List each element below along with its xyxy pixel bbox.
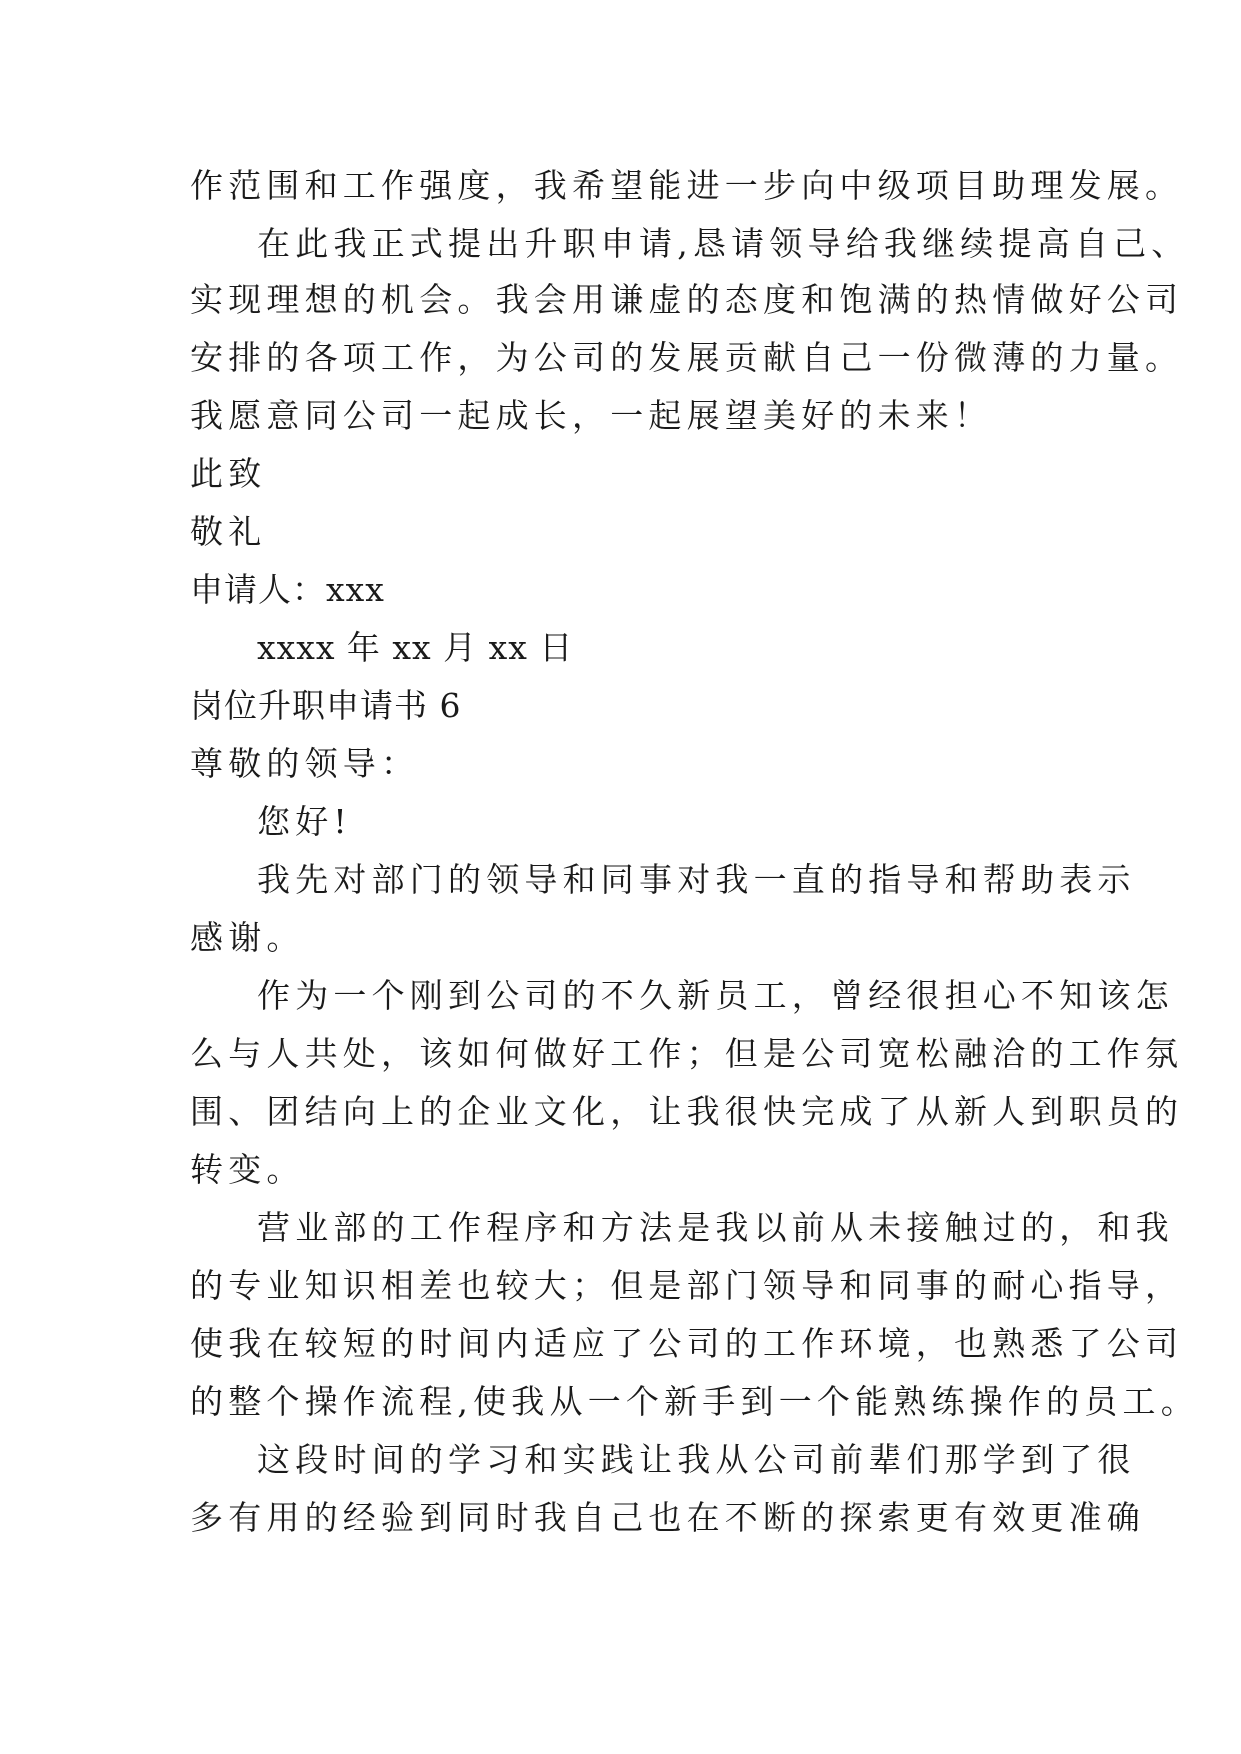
paragraph-line: 实现理想的机会。我会用谦虚的态度和饱满的热情做好公司: [190, 280, 1184, 319]
greeting-line: 您好!: [257, 802, 352, 841]
paragraph-line: 我愿意同公司一起成长，一起展望美好的未来！: [190, 396, 993, 435]
paragraph-line: 多有用的经验到同时我自己也在不断的探索更有效更准确: [190, 1498, 1145, 1537]
paragraph-line: 安排的各项工作，为公司的发展贡献自己一份微薄的力量。: [190, 338, 1184, 377]
section-title: 岗位升职申请书 6: [190, 686, 462, 725]
paragraph-line: 感谢。: [190, 918, 305, 957]
paragraph-line: 作范围和工作强度，我希望能进一步向中级项目助理发展。: [190, 166, 1184, 205]
paragraph-line: 营业部的工作程序和方法是我以前从未接触过的，和我: [257, 1208, 1174, 1247]
paragraph-line: 么与人共处，该如何做好工作；但是公司宽松融洽的工作氛: [190, 1034, 1184, 1073]
date-line: xxxx 年 xx 月 xx 日: [257, 628, 574, 667]
closing-line: 敬礼: [190, 512, 267, 551]
paragraph-line: 作为一个刚到公司的不久新员工，曾经很担心不知该怎: [257, 976, 1174, 1015]
salutation-line: 尊敬的领导：: [190, 744, 420, 783]
paragraph-line: 在此我正式提出升职申请,恳请领导给我继续提高自己、: [257, 224, 1190, 263]
paragraph-line: 这段时间的学习和实践让我从公司前辈们那学到了很: [257, 1440, 1136, 1479]
paragraph-line: 我先对部门的领导和同事对我一直的指导和帮助表示: [257, 860, 1136, 899]
paragraph-line: 使我在较短的时间内适应了公司的工作环境，也熟悉了公司: [190, 1324, 1184, 1363]
applicant-line: 申请人：xxx: [190, 570, 385, 609]
paragraph-line: 转变。: [190, 1150, 305, 1189]
paragraph-line: 的专业知识相差也较大；但是部门领导和同事的耐心指导，: [190, 1266, 1184, 1305]
closing-line: 此致: [190, 454, 267, 493]
paragraph-line: 的整个操作流程,使我从一个新手到一个能熟练操作的员工。: [190, 1382, 1199, 1421]
paragraph-line: 围、团结向上的企业文化，让我很快完成了从新人到职员的: [190, 1092, 1184, 1131]
